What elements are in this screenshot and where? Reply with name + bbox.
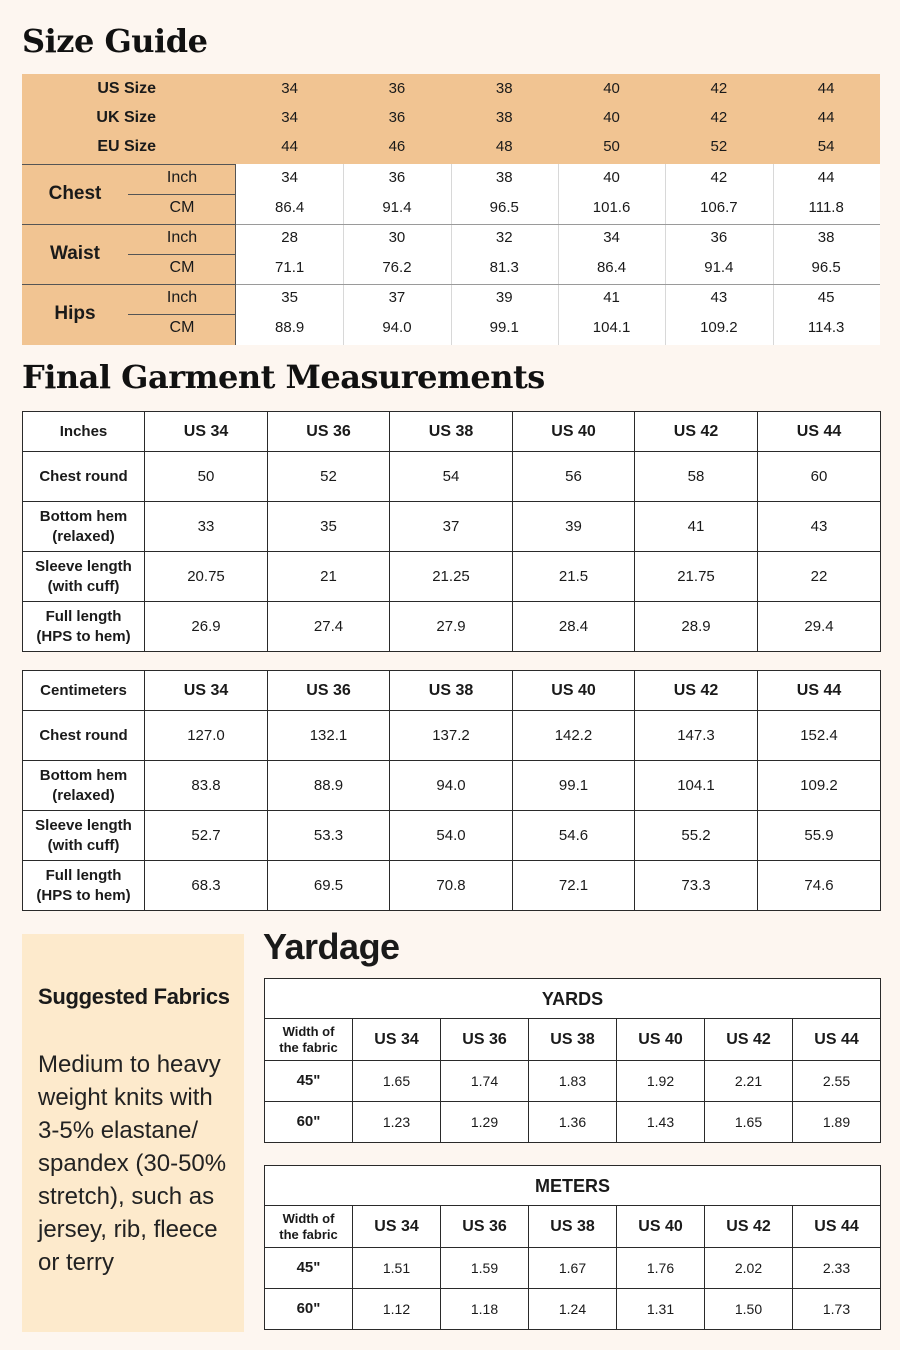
table-cell: 1.74 bbox=[441, 1061, 529, 1102]
unit-label: CM bbox=[169, 259, 195, 276]
table-cell: 53.3 bbox=[268, 811, 390, 861]
row-label-line: (relaxed) bbox=[52, 786, 115, 804]
width-header bbox=[265, 1019, 353, 1061]
table-cell: 73.3 bbox=[635, 861, 758, 911]
fabric-width: 60" bbox=[265, 1289, 353, 1330]
row-label-line: (with cuff) bbox=[47, 836, 120, 854]
table-cell: 33 bbox=[145, 502, 268, 552]
size-column-header: US 38 bbox=[529, 1206, 617, 1248]
table-cell: 28.9 bbox=[635, 602, 758, 652]
row-label-line: Full length bbox=[45, 607, 122, 625]
row-label bbox=[23, 502, 145, 552]
table-cell: 1.92 bbox=[617, 1061, 705, 1102]
table-cell: 21 bbox=[268, 552, 390, 602]
table-cell: 37 bbox=[390, 502, 513, 552]
size-header-value: 50 bbox=[603, 138, 620, 155]
table-cell: 132.1 bbox=[268, 711, 390, 761]
table-cell: 1.65 bbox=[353, 1061, 441, 1102]
size-value: 86.4 bbox=[596, 259, 627, 276]
size-value: 71.1 bbox=[275, 259, 305, 276]
table-cell: 27.4 bbox=[268, 602, 390, 652]
table-cell: 54.0 bbox=[390, 811, 513, 861]
fabric-width: 45" bbox=[265, 1248, 353, 1289]
size-header-value: 48 bbox=[495, 138, 513, 155]
unit-header: Inches bbox=[23, 412, 145, 452]
size-column-header: US 44 bbox=[758, 412, 881, 452]
size-column-header: US 36 bbox=[268, 671, 390, 711]
measurements-inches-table bbox=[22, 411, 881, 652]
divider bbox=[22, 284, 236, 285]
size-value: 91.4 bbox=[704, 259, 734, 276]
yardage-meters-table bbox=[264, 1165, 881, 1330]
row-label-line: Sleeve length bbox=[35, 557, 132, 575]
size-header-value: 36 bbox=[388, 109, 406, 126]
size-value: 111.8 bbox=[808, 199, 844, 216]
size-header-value: 44 bbox=[817, 80, 835, 97]
divider bbox=[236, 284, 880, 285]
size-value: 37 bbox=[388, 289, 406, 306]
table-cell: 21.5 bbox=[513, 552, 635, 602]
size-value: 86.4 bbox=[275, 199, 305, 216]
size-column-header: US 44 bbox=[758, 671, 881, 711]
divider bbox=[343, 164, 344, 345]
unit-header: Centimeters bbox=[23, 671, 145, 711]
width-header-line: Width of bbox=[282, 1210, 335, 1226]
table-cell: 29.4 bbox=[758, 602, 881, 652]
table-cell: 2.33 bbox=[793, 1248, 881, 1289]
size-column-header: US 40 bbox=[617, 1206, 705, 1248]
size-value: 44 bbox=[817, 169, 835, 186]
table-cell: 70.8 bbox=[390, 861, 513, 911]
table-cell: 137.2 bbox=[390, 711, 513, 761]
table-cell: 1.51 bbox=[353, 1248, 441, 1289]
row-label-line: (HPS to hem) bbox=[36, 886, 131, 904]
table-cell: 1.65 bbox=[705, 1102, 793, 1143]
size-header-value: 54 bbox=[817, 138, 835, 155]
table-cell: 1.24 bbox=[529, 1289, 617, 1330]
table-cell: 1.36 bbox=[529, 1102, 617, 1143]
size-column-header: US 42 bbox=[705, 1206, 793, 1248]
row-label-line: Chest round bbox=[39, 467, 128, 485]
table-cell: 1.29 bbox=[441, 1102, 529, 1143]
size-value: 30 bbox=[388, 229, 406, 246]
row-label bbox=[23, 711, 145, 761]
table-cell: 20.75 bbox=[145, 552, 268, 602]
table-cell: 1.59 bbox=[441, 1248, 529, 1289]
row-label-line: (with cuff) bbox=[47, 577, 120, 595]
size-value: 41 bbox=[603, 289, 620, 306]
table-row bbox=[23, 811, 881, 861]
size-header-value: 34 bbox=[281, 109, 298, 126]
unit-label: Inch bbox=[166, 169, 198, 186]
header-row bbox=[23, 671, 881, 711]
row-label-line: Chest round bbox=[39, 726, 128, 744]
table-row bbox=[23, 761, 881, 811]
table-cell: 109.2 bbox=[758, 761, 881, 811]
unit-label: CM bbox=[169, 199, 195, 216]
size-value: 45 bbox=[817, 289, 835, 306]
size-header-value: 38 bbox=[495, 109, 513, 126]
row-label-line: (HPS to hem) bbox=[36, 627, 131, 645]
size-header-value: 38 bbox=[495, 80, 513, 97]
table-cell: 54 bbox=[390, 452, 513, 502]
size-value: 99.1 bbox=[489, 319, 519, 336]
size-header-value: 34 bbox=[281, 80, 298, 97]
size-column-header: US 34 bbox=[353, 1019, 441, 1061]
table-cell: 72.1 bbox=[513, 861, 635, 911]
size-value: 96.5 bbox=[811, 259, 841, 276]
table-cell: 1.12 bbox=[353, 1289, 441, 1330]
size-value: 42 bbox=[710, 169, 728, 186]
table-row bbox=[265, 1289, 881, 1330]
table-row bbox=[265, 1102, 881, 1143]
size-column-header: US 34 bbox=[145, 671, 268, 711]
table-cell: 21.75 bbox=[635, 552, 758, 602]
size-value: 40 bbox=[603, 169, 620, 186]
divider bbox=[558, 164, 559, 345]
size-header-value: 46 bbox=[388, 138, 406, 155]
size-value: 94.0 bbox=[382, 319, 412, 336]
table-cell: 1.83 bbox=[529, 1061, 617, 1102]
size-header-label: US Size bbox=[97, 80, 156, 97]
table-cell: 41 bbox=[635, 502, 758, 552]
final-measurements-title: Final Garment Measurements bbox=[22, 358, 545, 396]
unit-label: Inch bbox=[166, 229, 198, 246]
table-cell: 1.18 bbox=[441, 1289, 529, 1330]
width-header-line: the fabric bbox=[279, 1039, 338, 1055]
suggested-fabrics-text: Medium to heavy weight knits with 3-5% elastane/ spandex (30-50% stretch), such as jersey, rib, fleece or terry bbox=[38, 1051, 227, 1276]
table-cell: 147.3 bbox=[635, 711, 758, 761]
table-cell: 142.2 bbox=[513, 711, 635, 761]
table-cell: 55.2 bbox=[635, 811, 758, 861]
table-cell: 60 bbox=[758, 452, 881, 502]
divider bbox=[22, 164, 236, 165]
size-value: 101.6 bbox=[592, 199, 631, 216]
size-value: 114.3 bbox=[807, 319, 845, 336]
row-label-line: (relaxed) bbox=[52, 527, 115, 545]
table-cell: 1.31 bbox=[617, 1289, 705, 1330]
table-cell: 127.0 bbox=[145, 711, 268, 761]
table-cell: 50 bbox=[145, 452, 268, 502]
size-value: 39 bbox=[495, 289, 513, 306]
size-column-header: US 40 bbox=[617, 1019, 705, 1061]
row-label-line: Sleeve length bbox=[35, 816, 132, 834]
row-label-line: Full length bbox=[45, 866, 122, 884]
fabric-width: 60" bbox=[265, 1102, 353, 1143]
size-value: 36 bbox=[710, 229, 728, 246]
table-cell: 74.6 bbox=[758, 861, 881, 911]
table-cell: 68.3 bbox=[145, 861, 268, 911]
width-header-line: the fabric bbox=[279, 1226, 338, 1242]
table-cell: 99.1 bbox=[513, 761, 635, 811]
size-header-value: 36 bbox=[388, 80, 406, 97]
table-cell: 1.23 bbox=[353, 1102, 441, 1143]
size-header-value: 42 bbox=[710, 80, 728, 97]
table-caption: METERS bbox=[265, 1166, 881, 1206]
table-cell: 1.89 bbox=[793, 1102, 881, 1143]
row-label bbox=[23, 811, 145, 861]
size-column-header: US 44 bbox=[793, 1206, 881, 1248]
header-row bbox=[23, 412, 881, 452]
size-column-header: US 34 bbox=[353, 1206, 441, 1248]
caption-row bbox=[265, 1166, 881, 1206]
size-column-header: US 42 bbox=[635, 671, 758, 711]
size-value: 96.5 bbox=[489, 199, 519, 216]
yardage-yards-table bbox=[264, 978, 881, 1143]
size-column-header: US 36 bbox=[441, 1019, 529, 1061]
table-caption: YARDS bbox=[265, 979, 881, 1019]
table-cell: 83.8 bbox=[145, 761, 268, 811]
size-value: 106.7 bbox=[700, 199, 738, 216]
table-cell: 28.4 bbox=[513, 602, 635, 652]
size-column-header: US 40 bbox=[513, 671, 635, 711]
size-value: 104.1 bbox=[592, 319, 631, 336]
measure-group-label: Waist bbox=[50, 243, 100, 264]
unit-label: CM bbox=[169, 319, 195, 336]
size-value: 28 bbox=[281, 229, 298, 246]
caption-row bbox=[265, 979, 881, 1019]
table-cell: 94.0 bbox=[390, 761, 513, 811]
size-value: 91.4 bbox=[382, 199, 412, 216]
table-cell: 104.1 bbox=[635, 761, 758, 811]
table-cell: 26.9 bbox=[145, 602, 268, 652]
size-column-header: US 38 bbox=[390, 671, 513, 711]
size-value: 76.2 bbox=[382, 259, 412, 276]
table-row bbox=[23, 552, 881, 602]
size-value: 38 bbox=[495, 169, 513, 186]
yardage-title: Yardage bbox=[263, 926, 400, 967]
table-cell: 1.73 bbox=[793, 1289, 881, 1330]
size-column-header: US 38 bbox=[529, 1019, 617, 1061]
table-cell: 55.9 bbox=[758, 811, 881, 861]
table-cell: 2.55 bbox=[793, 1061, 881, 1102]
table-row bbox=[23, 452, 881, 502]
table-cell: 27.9 bbox=[390, 602, 513, 652]
size-value: 81.3 bbox=[489, 259, 519, 276]
size-value: 43 bbox=[710, 289, 728, 306]
measure-group-label: Chest bbox=[48, 183, 102, 204]
table-cell: 39 bbox=[513, 502, 635, 552]
row-label-line: Bottom hem bbox=[39, 766, 128, 784]
row-label bbox=[23, 602, 145, 652]
size-column-header: US 34 bbox=[145, 412, 268, 452]
divider bbox=[451, 164, 452, 345]
size-column-header: US 40 bbox=[513, 412, 635, 452]
table-cell: 22 bbox=[758, 552, 881, 602]
size-value: 38 bbox=[817, 229, 835, 246]
size-header-value: 44 bbox=[281, 138, 298, 155]
table-cell: 2.21 bbox=[705, 1061, 793, 1102]
size-value: 35 bbox=[281, 289, 298, 306]
table-cell: 1.76 bbox=[617, 1248, 705, 1289]
divider bbox=[665, 164, 666, 345]
table-cell: 43 bbox=[758, 502, 881, 552]
width-header-line: Width of bbox=[282, 1023, 335, 1039]
size-header-value: 40 bbox=[603, 109, 620, 126]
size-value: 36 bbox=[388, 169, 406, 186]
divider bbox=[128, 194, 236, 195]
table-cell: 69.5 bbox=[268, 861, 390, 911]
suggested-fabrics-box bbox=[22, 934, 244, 1332]
header-row bbox=[265, 1019, 881, 1061]
measurements-cm-table bbox=[22, 670, 881, 911]
header-row bbox=[265, 1206, 881, 1248]
divider bbox=[128, 314, 236, 315]
size-value: 32 bbox=[495, 229, 513, 246]
table-cell: 35 bbox=[268, 502, 390, 552]
divider bbox=[22, 224, 236, 225]
table-cell: 58 bbox=[635, 452, 758, 502]
size-column-header: US 36 bbox=[268, 412, 390, 452]
table-cell: 88.9 bbox=[268, 761, 390, 811]
table-cell: 152.4 bbox=[758, 711, 881, 761]
divider bbox=[128, 254, 236, 255]
unit-label: Inch bbox=[166, 289, 198, 306]
table-row bbox=[265, 1248, 881, 1289]
size-column-header: US 44 bbox=[793, 1019, 881, 1061]
size-value: 109.2 bbox=[700, 319, 738, 336]
size-guide-table bbox=[22, 74, 880, 345]
table-cell: 52.7 bbox=[145, 811, 268, 861]
table-row bbox=[23, 861, 881, 911]
row-label bbox=[23, 761, 145, 811]
table-cell: 54.6 bbox=[513, 811, 635, 861]
row-label bbox=[23, 452, 145, 502]
divider bbox=[236, 224, 880, 225]
row-label bbox=[23, 552, 145, 602]
table-cell: 1.50 bbox=[705, 1289, 793, 1330]
table-cell: 52 bbox=[268, 452, 390, 502]
table-row bbox=[23, 502, 881, 552]
size-column-header: US 42 bbox=[705, 1019, 793, 1061]
fabric-width: 45" bbox=[265, 1061, 353, 1102]
size-header-label: UK Size bbox=[96, 109, 156, 126]
table-cell: 56 bbox=[513, 452, 635, 502]
table-row bbox=[23, 711, 881, 761]
divider bbox=[773, 164, 774, 345]
table-row bbox=[265, 1061, 881, 1102]
size-value: 34 bbox=[281, 169, 298, 186]
size-column-header: US 36 bbox=[441, 1206, 529, 1248]
table-cell: 21.25 bbox=[390, 552, 513, 602]
size-header-value: 40 bbox=[603, 80, 620, 97]
measure-group-label: Hips bbox=[54, 303, 96, 324]
table-cell: 2.02 bbox=[705, 1248, 793, 1289]
size-value: 34 bbox=[603, 229, 620, 246]
row-label bbox=[23, 861, 145, 911]
suggested-fabrics-title: Suggested Fabrics bbox=[38, 984, 230, 1009]
row-label-line: Bottom hem bbox=[39, 507, 128, 525]
size-value: 88.9 bbox=[275, 319, 305, 336]
size-header-value: 52 bbox=[710, 138, 728, 155]
size-header-value: 44 bbox=[817, 109, 835, 126]
table-cell: 1.43 bbox=[617, 1102, 705, 1143]
size-header-label: EU Size bbox=[97, 138, 156, 155]
width-header bbox=[265, 1206, 353, 1248]
table-cell: 1.67 bbox=[529, 1248, 617, 1289]
size-column-header: US 42 bbox=[635, 412, 758, 452]
size-header-value: 42 bbox=[710, 109, 728, 126]
size-column-header: US 38 bbox=[390, 412, 513, 452]
table-row bbox=[23, 602, 881, 652]
size-guide-title: Size Guide bbox=[22, 22, 208, 60]
